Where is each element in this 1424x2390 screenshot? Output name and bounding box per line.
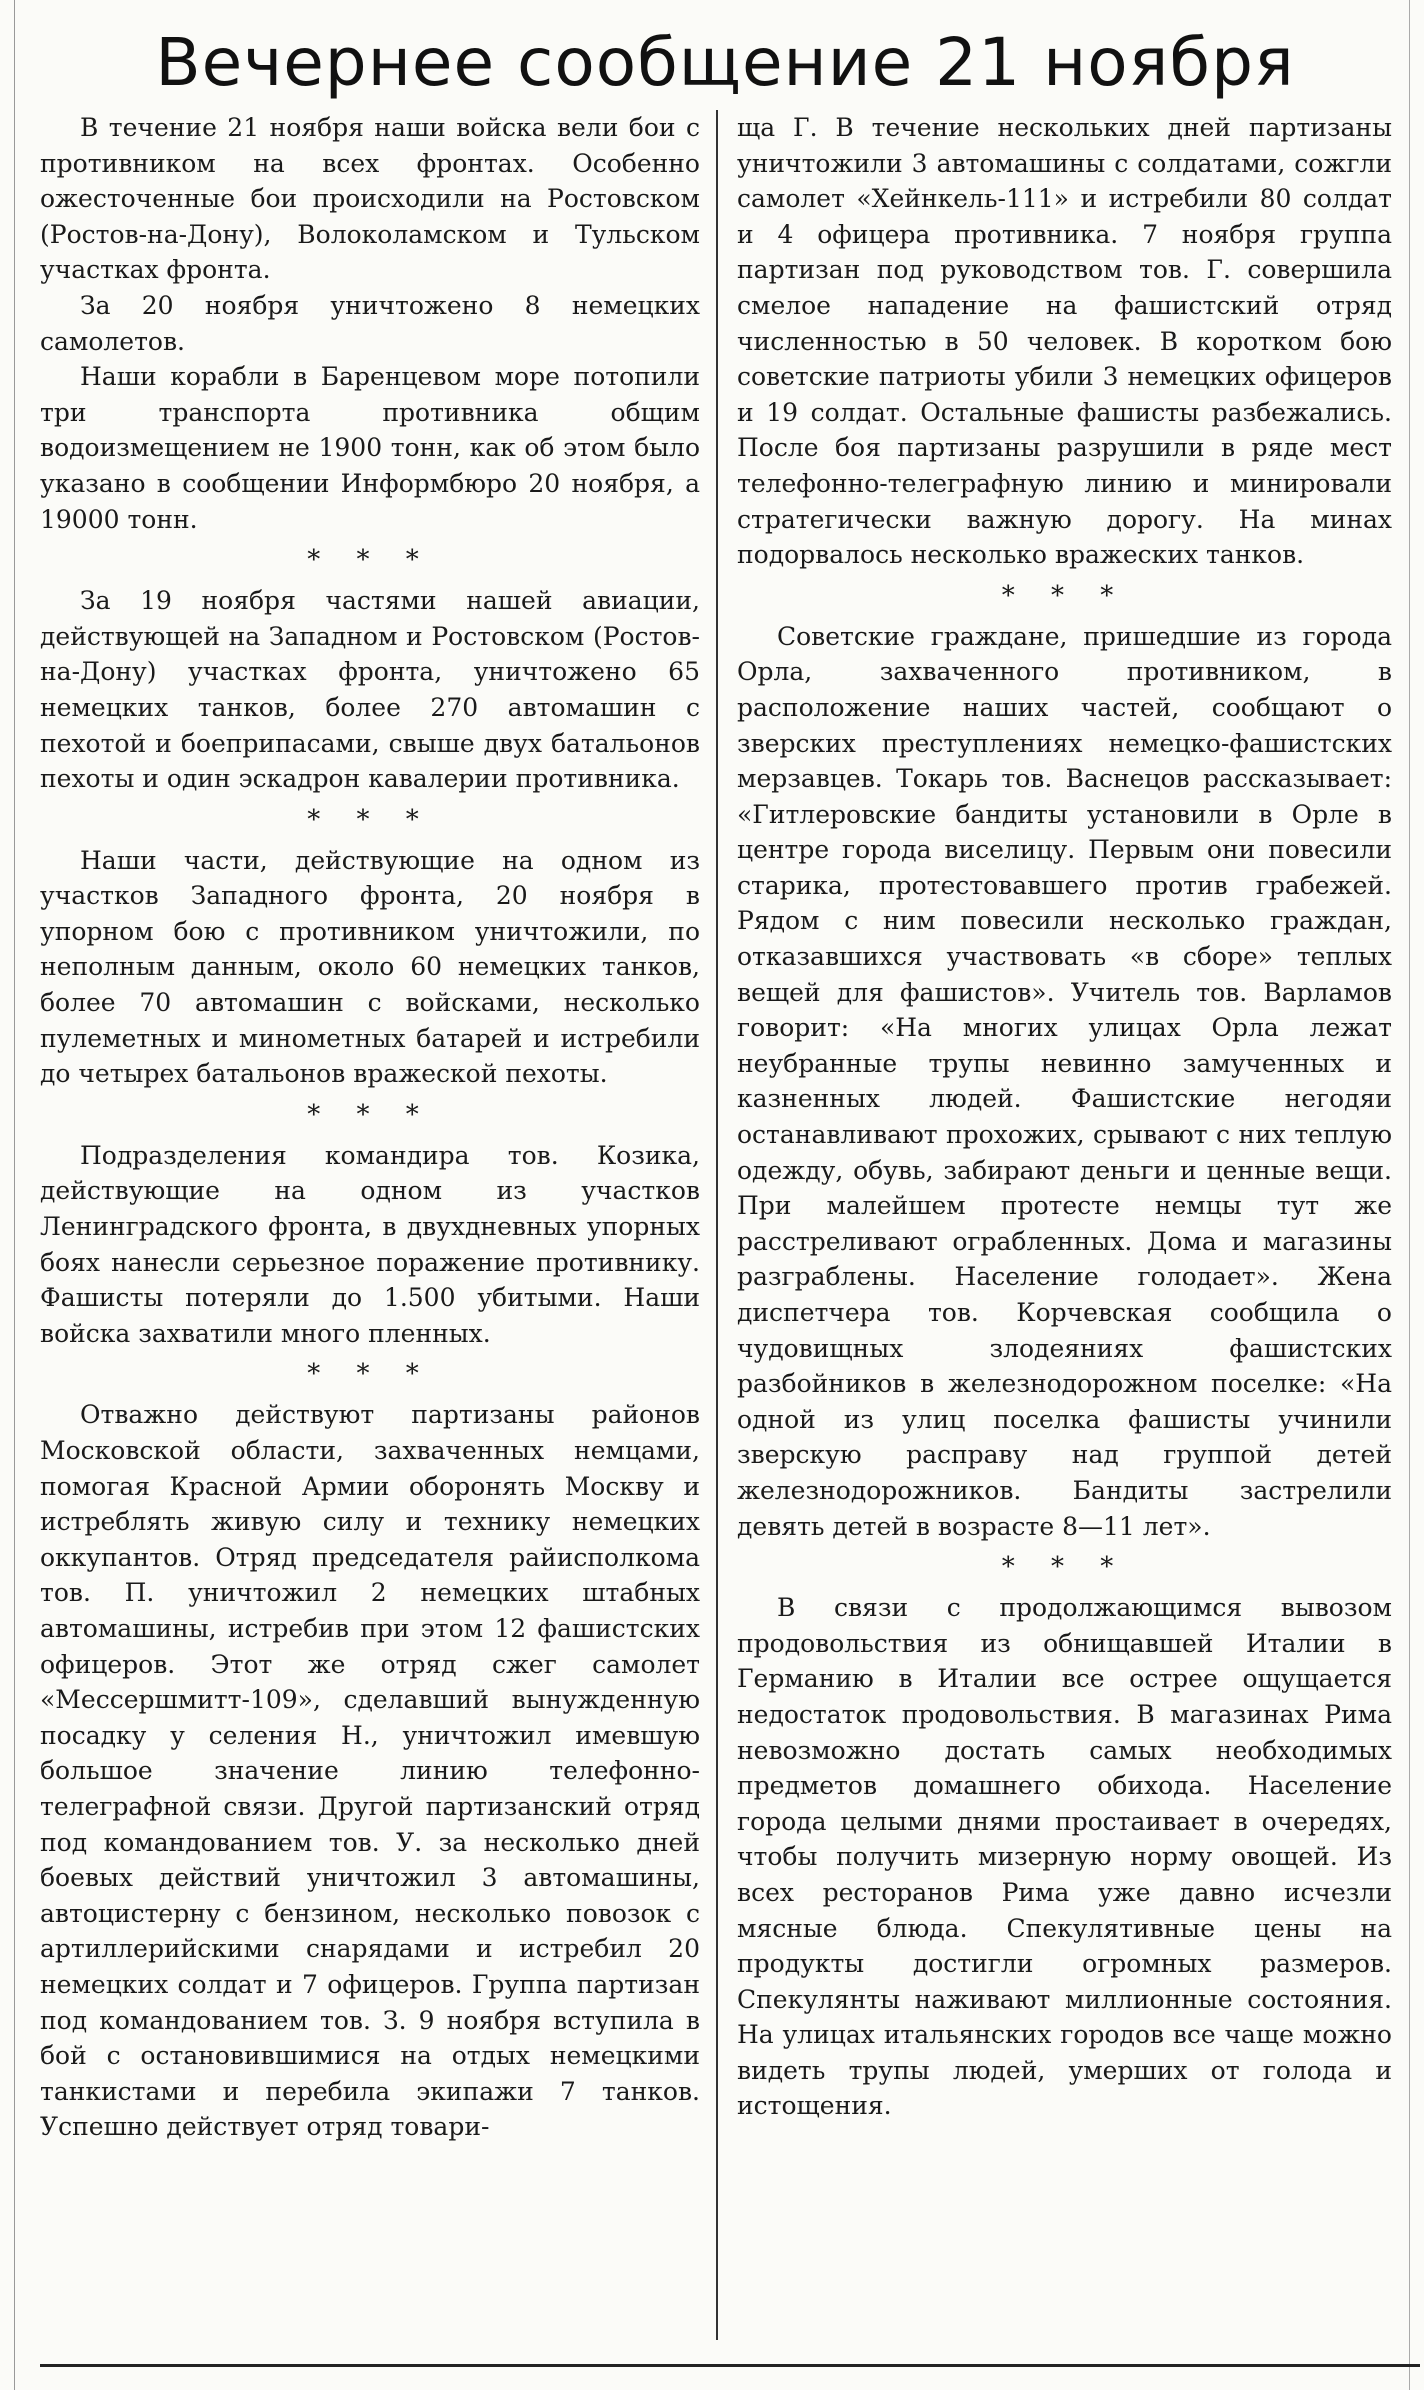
left-column (40, 110, 700, 2145)
section-separator: * * * (307, 1359, 433, 1390)
paragraph: Наши части, действующие на одном из участков Западного фронта, 20 ноября в упорном бою с противником уничтожили, по неполным данным, около 60 немецких танков, более 70 автомашин с войсками, несколько пулеметных и минометных батарей и истребили до четырех батальонов вражеской пехоты. (40, 845, 700, 1089)
section-separator: * * * (307, 545, 433, 576)
left-page-edge (0, 0, 15, 2390)
section-separator: * * * (307, 1099, 433, 1130)
right-page-edge (1409, 0, 1424, 2390)
paragraph: За 20 ноября уничтожено 8 немецких самолетов. (40, 290, 700, 356)
section-separator: * * * (1001, 580, 1128, 611)
paragraph: Отважно действуют партизаны районов Московской области, захваченных немцами, помогая Красной Армии оборонять Москву и истреблять живую силу и технику немецких оккупантов. Отряд председателя райисполкома тов. П. уничтожил 2 немецких штабных автомашины, истребив при этом 12 фашистских офицеров. Этот же отряд сжег самолет «Мессершмитт-109», сделавший вынужденную посадку у селения Н., уничтожил имевшую большое значение линию телефонно-телеграфной связи. Другой партизанский отряд под командованием тов. У. за несколько дней боевых действий уничтожил 3 автомашины, автоцистерну с бензином, несколько повозок с артиллерийскими снарядами и истребил 20 немецких солдат и 7 офицеров. Группа партизан под командованием тов. З. 9 ноября вступила в бой с остановившимися на отдых немецкими танкистами и перебила экипажи 7 танков. Успешно действует отряд товари- (40, 1400, 700, 2142)
paragraph: В связи с продолжающимся вывозом продовольствия из обнищавшей Италии в Германию в Италии все острее ощущается недостаток продовольствия. В магазинах Рима невозможно достать самых необходимых предметов домашнего обихода. Население города целыми днями простаивает в очередях, чтобы получить мизерную норму овощей. Из всех ресторанов Рима уже давно исчезли мясные блюда. Спекулятивные цены на продукты достигли огромных размеров. Спекулянты наживают миллионные состояния. На улицах итальянских городов все чаще можно видеть трупы людей, умерших от голода и истощения. (737, 1593, 1392, 2121)
headline: Вечернее сообщение 21 ноября (155, 24, 1295, 101)
section-separator: * * * (1001, 1552, 1128, 1583)
paragraph: В течение 21 ноября наши войска вели бои с противником на всех фронтах. Особенно ожесточенные бои происходили на Ростовском (Ростов-на-Дону), Волоколамском и Тульском участках фронта. (40, 113, 700, 285)
section-separator: * * * (307, 804, 433, 835)
paragraph: За 19 ноября частями нашей авиации, действующей на Западном и Ростовском (Ростов-на-Дону) участках фронта, уничтожено 65 немецких танков, более 270 автомашин с пехотой и боеприпасами, свыше двух батальонов пехоты и один эскадрон кавалерии противника. (40, 586, 700, 794)
right-column (737, 110, 1392, 2124)
column-divider (716, 110, 718, 2340)
paragraph: Наши корабли в Баренцевом море потопили три транспорта противника общим водоизмещением не 1900 тонн, как об этом было указано в сообщении Информбюро 20 ноября, а 19000 тонн. (40, 362, 700, 534)
paragraph: Подразделения командира тов. Козика, действующие на одном из участков Ленинградского фронта, в двухдневных упорных боях нанесли серьезное поражение противнику. Фашисты потеряли до 1.500 убитыми. Наши войска захватили много пленных. (40, 1140, 700, 1348)
paragraph: Советские граждане, пришедшие из города Орла, захваченного противником, в расположение наших частей, сообщают о зверских преступлениях немецко-фашистских мерзавцев. Токарь тов. Васнецов рассказывает: «Гитлеровские бандиты установили в Орле в центре города виселицу. Первым они повесили старика, протестовавшего против грабежей. Рядом с ним повесили несколько граждан, отказавшихся участвовать «в сборе» теплых вещей для фашистов». Учитель тов. Варламов говорит: «На многих улицах Орла лежат неубранные трупы невинно замученных и казненных людей. Фашистские негодяи останавливают прохожих, срывают с них теплую одежду, обувь, забирают деньги и ценные вещи. При малейшем протесте немцы тут же расстреливают ограбленных. Дома и магазины разграблены. Население голодает». Жена диспетчера тов. Корчевская сообщила о чудовищных злодеяниях фашистских разбойников в железнодорожном поселке: «На одной из улиц поселка фашисты учинили зверскую расправу над группой детей железнодорожников. Бандиты застрелили девять детей в возрасте 8—11 лет». (737, 621, 1392, 1541)
paragraph-continued: ща Г. В течение нескольких дней партизаны уничтожили 3 автомашины с солдатами, сожгли самолет «Хейнкель-111» и истребили 80 солдат и 4 офицера противника. 7 ноября группа партизан под руководством тов. Г. совершила смелое нападение на фашистский отряд численностью в 50 человек. В коротком бою советские патриоты убили 3 немецких офицеров и 19 солдат. Остальные фашисты разбежались. После боя партизаны разрушили в ряде мест телефонно-телеграфную линию и минировали стратегически важную дорогу. На минах подорвалось несколько вражеских танков. (737, 113, 1392, 570)
bottom-rule (40, 2364, 1420, 2367)
